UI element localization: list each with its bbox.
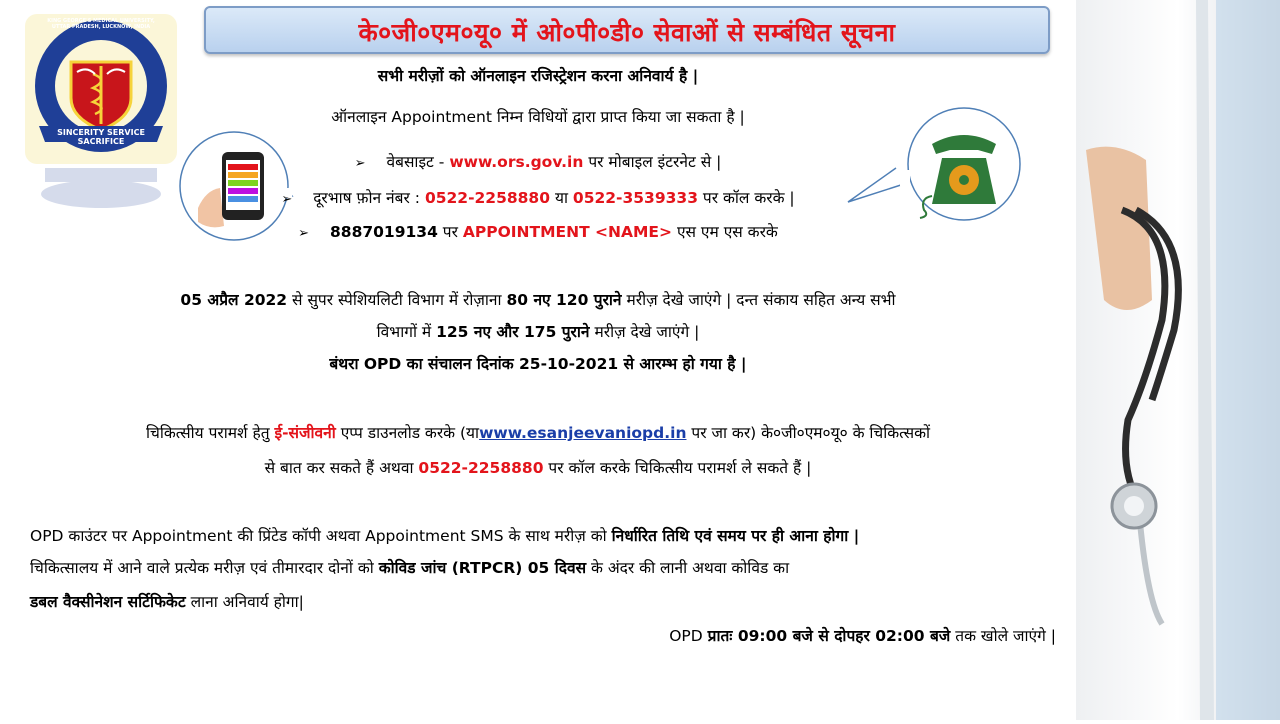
consult-phone-number: 0522-2258880: [418, 459, 544, 477]
bullet-arrow-icon: ➢: [281, 192, 293, 207]
instruction-covid-test: कोविड जांच (RTPCR) 05 दिवस: [378, 559, 587, 577]
logo-motto: SINCERITY SERVICE SACRIFICE: [57, 128, 145, 146]
phone-suffix: पर कॉल करके |: [702, 189, 795, 207]
page-title: के०जी०एम०यू० में ओ०पी०डी० सेवाओं से सम्बंधित सूचना: [358, 18, 896, 47]
phone-number-2: 0522-3539333: [572, 189, 698, 207]
opd-timing-suffix: तक खोले जाएंगे |: [955, 627, 1056, 645]
super-specialty-counts: 80 नए 120 पुराने: [506, 291, 622, 309]
kgmu-logo: [25, 14, 177, 164]
consult-text-c: पर जा कर) के०जी०एम०यू० के चिकित्सकों: [691, 424, 931, 442]
schedule-date: 05 अप्रैल 2022: [180, 291, 288, 309]
consult-text-d: से बात कर सकते हैं अथवा: [264, 459, 414, 477]
sms-suffix: एस एम एस करके: [676, 223, 778, 241]
sms-on: पर: [442, 223, 458, 241]
phone-method: [0, 186, 1076, 208]
esanjeevani-link[interactable]: www.esanjeevaniopd.in: [479, 424, 687, 442]
schedule-line-1: [0, 288, 1076, 310]
banthra-opd-notice: बंथरा OPD का संचालन दिनांक 25-10-2021 से आरम्भ हो गया है |: [329, 355, 747, 373]
doctor-stethoscope-image: [1076, 0, 1280, 720]
schedule-text-b: मरीज़ देखे जाएंगे | दन्त संकाय सहित अन्य सभी: [626, 291, 896, 309]
consult-text-a: चिकित्सीय परामर्श हेतु: [145, 424, 270, 442]
other-dept-counts: 125 नए और 175 पुराने: [436, 323, 590, 341]
esanjeevani-app-name: ई-संजीवनी: [274, 424, 336, 442]
instruction-text-a: OPD काउंटर पर Appointment की प्रिंटेड कॉपी अथवा Appointment SMS के साथ मरीज़ को: [30, 527, 607, 545]
opd-hours: प्रातः 09:00 बजे से दोपहर 02:00 बजे: [707, 627, 951, 645]
opd-timing: [560, 624, 1056, 646]
consult-line-1: [0, 421, 1076, 443]
schedule-line-2: [0, 320, 1076, 342]
website-prefix: वेबसाइट -: [386, 153, 445, 171]
schedule-text-c: विभागों में: [376, 323, 432, 341]
sms-format: APPOINTMENT <NAME>: [462, 223, 673, 241]
consult-text-e: पर कॉल करके चिकित्सीय परामर्श ले सकते हैं |: [548, 459, 812, 477]
phone-prefix: दूरभाष फ़ोन नंबर :: [313, 189, 420, 207]
bullet-arrow-icon: ➢: [298, 226, 310, 241]
bullet-arrow-icon: ➢: [354, 156, 366, 171]
instruction-text-c: चिकित्सालय में आने वाले प्रत्येक मरीज़ एवं तीमारदार दोनों को: [30, 559, 374, 577]
registration-mandatory-text: सभी मरीज़ों को ऑनलाइन रजिस्ट्रेशन करना अनिवार्य है |: [377, 67, 699, 85]
website-suffix: पर मोबाइल इंटरनेट से |: [588, 153, 722, 171]
instruction-line-1: [30, 524, 1106, 546]
schedule-text-a: से सुपर स्पेशियलिटी विभाग में रोज़ाना: [292, 291, 502, 309]
sms-number: 8887019134: [330, 223, 438, 241]
instruction-line-3: [30, 590, 1106, 612]
phone-number-1: 0522-2258880: [424, 189, 551, 207]
instruction-line-2: [30, 556, 1106, 578]
instruction-text-b: निर्धारित तिथि एवं समय पर ही आना होगा |: [611, 527, 860, 545]
opd-label: OPD: [669, 627, 703, 645]
consult-text-b: एप्प डाउनलोड करके (या: [340, 424, 480, 442]
online-appointment-intro: ऑनलाइन Appointment निम्न विधियों द्वारा प्राप्त किया जा सकता है |: [331, 108, 745, 126]
ors-website-link[interactable]: www.ors.gov.in: [449, 153, 584, 171]
instruction-text-e: लाना अनिवार्य होगा|: [190, 593, 304, 611]
website-method: [0, 150, 1076, 172]
schedule-text-d: मरीज़ देखे जाएंगे |: [594, 323, 700, 341]
consult-line-2: [0, 456, 1076, 478]
title-banner: [204, 6, 1050, 54]
instruction-vaccination: डबल वैक्सीनेशन सर्टिफिकेट: [30, 593, 186, 611]
phone-or: या: [554, 189, 568, 207]
instruction-text-d: के अंदर की लानी अथवा कोविड का: [591, 559, 790, 577]
mobile-phone-icon: [176, 130, 177, 131]
sms-method: [0, 220, 1076, 242]
logo-ring-text: KING GEORGE'S MEDICAL UNIVERSITY, UTTAR PRADESH, LUCKNOW, INDIA: [47, 18, 155, 30]
